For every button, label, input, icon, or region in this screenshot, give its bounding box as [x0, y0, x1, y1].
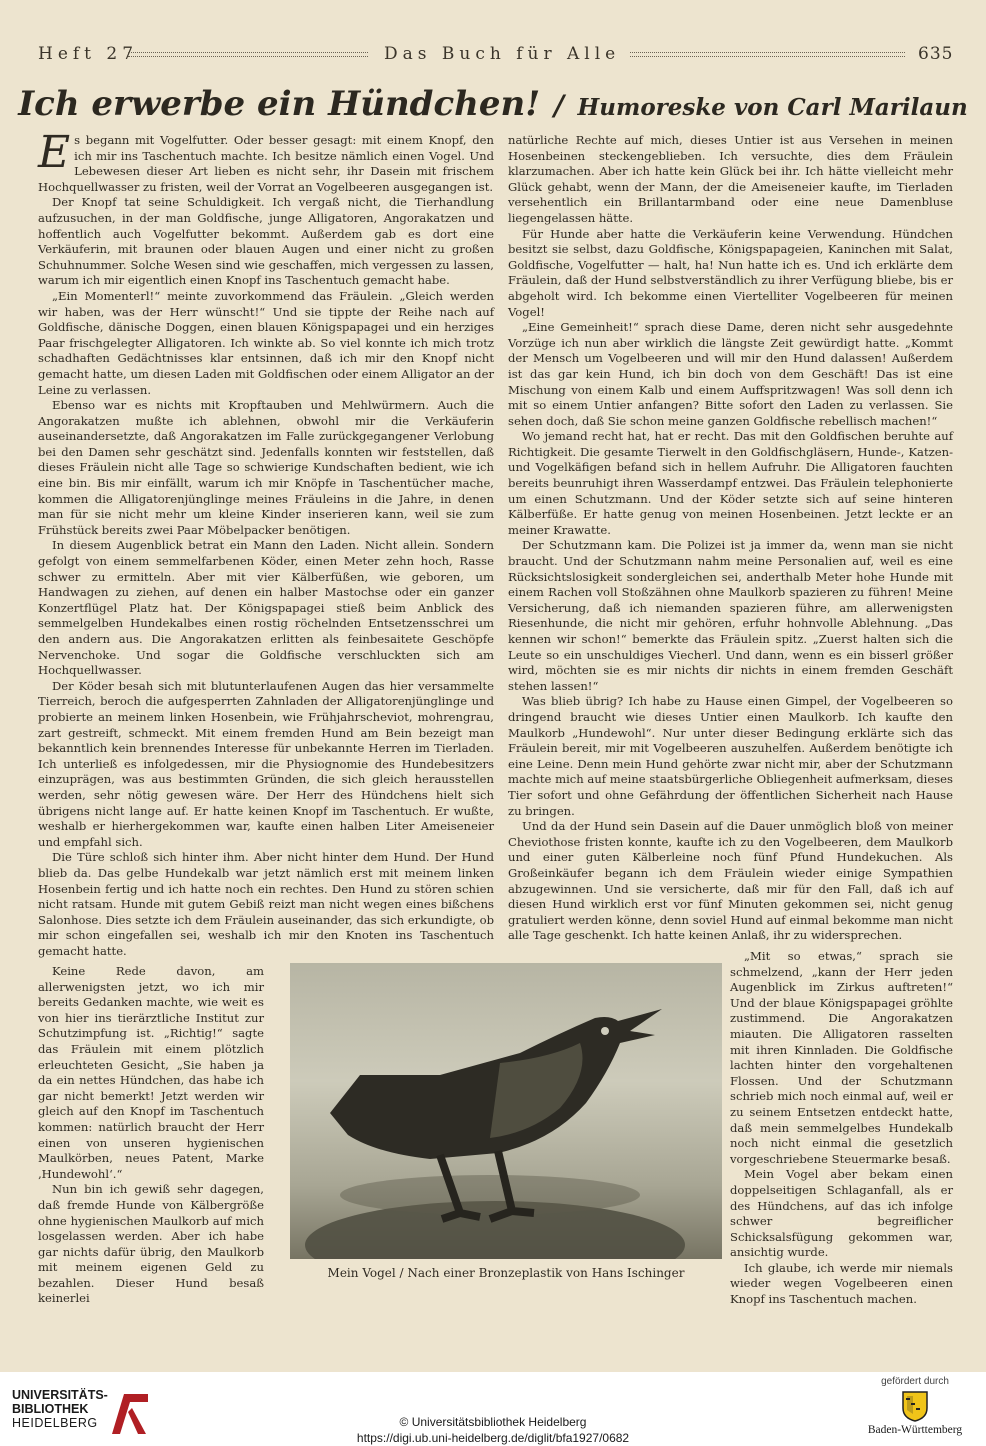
paragraph: Wo jemand recht hat, hat er recht. Das mit den Goldfischen beruhte auf Richtigkeit. Die gesamte Tierwelt in den Goldfischgläsern, Hunde-, Katzen- und Vogelkäfigen befand sich in hellem Aufruhr. Die Alligatoren fauchten bereits beunruhigt ihren Wasserdampf entzwei. Das Fräulein telephonierte um einen Schutzmann. Und der Köder setzte sich auf seine hinteren Kälberfüße. Er hatte genug von meinen Hosenbeinen. Jetzt leckte er an meiner Krawatte.	[508, 429, 953, 537]
paragraph: Mein Vogel aber bekam einen doppelseitigen Schlaganfall, als er des Hündchens, auf das ich infolge schwer begreiflicher Schicksalsfügung gekommen war, ansichtig wurde.	[730, 1167, 953, 1260]
paragraph: Der Schutzmann kam. Die Polizei ist ja immer da, wenn man sie nicht braucht. Und der Schutzmann nahm meine Personalien auf, weil es eine Rücksichtslosigkeit sondergleichen sei, anderthalb Meter hohe Hunde mit einem Rachen voll Stoßzähnen ohne Maulkorb spazieren zu führen! Meine Versicherung, daß ich niemanden spazieren führe, am allerwenigsten Riesenhunde, die nicht mir gehören, erfuhr hohnvolle Ablehnung. „Das kennen wir schon!“ bemerkte das Fräulein spitz. „Zuerst halten sich die Leute so ein unschuldiges Viecherl. Und dann, wenn es ein bisserl größer wird, möchten sie es mir nichts dir nichts in einem fremden Geschäft stehen lassen!“	[508, 538, 953, 693]
text-column-3	[38, 964, 264, 1307]
state-coat-of-arms-icon	[901, 1390, 929, 1422]
paragraph: Es begann mit Vogelfutter. Oder besser gesagt: mit einem Knopf, den ich mir ins Taschentuch machte. Ich besitze nämlich einen Vogel. Und Lebewesen dieser Art lieben es nicht sehr, ihr Dasein mit frischem Hochquellwasser zu fristen, weil der Vorrat an Vogelbeeren ausgegangen ist.	[38, 127, 494, 194]
page-number: 635	[918, 44, 954, 64]
text-column-2	[508, 133, 953, 944]
paragraph: Ich glaube, ich werde mir niemals wieder wegen Vogelbeeren einen Knopf ins Taschentuch machen.	[730, 1260, 953, 1307]
paragraph: Für Hunde aber hatte die Verkäuferin keine Verwendung. Hündchen besitzt sie selbst, dazu Goldfische, Königspapageien, Kaninchen mit Salat, Goldfische, Vogelfutter — halt, ha! Nun hatte ich es. Und ich erklärte dem Fräulein, daß der Hund selbstverständlich zu ihrer Verfügung bliebe, bis er abgeholt wird. Ich bekomme einen Viertelliter Vogelbeeren für meinen Vogel!	[508, 226, 953, 319]
library-name-line1: UNIVERSITÄTS-	[12, 1388, 108, 1402]
paragraph: Die Türe schloß sich hinter ihm. Aber nicht hinter dem Hund. Der Hund blieb da. Das gelbe Hundekalb war jetzt nämlich erst mit meinem linken Hosenbein fertig und ich hatte noch ein rechtes. Den Hund zu stören schien nicht ratsam. Hunde mit gutem Gebiß reizt man nicht wegen eines bißchens Salonhose. Dies setzte ich dem Fräulein auseinander, das sich erkundigte, ob mir schon eingefallen sei, weshalb ich mir den Knoten ins Taschentuch gemacht hatte.	[38, 850, 494, 958]
paragraph: Und da der Hund sein Dasein auf die Dauer unmöglich bloß von meiner Cheviothose fristen konnte, kaufte ich zu den Vogelbeeren, dem Maulkorb und einer guten Kälberleine noch fünf Pfund Hundekuchen. Als Großeinkäufer begann ich dem Fräulein wieder einige Sympathien abzugewinnen. Und sie versicherte, daß mir für den Fall, daß ich auf diesen Hund wirklich erst vor fünf Minuten gekommen sei, nicht genug gratuliert werden könne, denn soviel Hund auf einmal bekomme man nicht alle Tage geschenkt. Ich hatte keinen Anlaß, ihr zu widersprechen.	[508, 819, 953, 943]
copyright-text: © Universitätsbibliothek Heidelberg	[399, 1415, 587, 1429]
paragraph: Was blieb übrig? Ich habe zu Hause einen Gimpel, der Vogelbeeren so dringend braucht wie dieses Untier einen Maulkorb. Ich kaufte den Maulkorb „Hundewohl“. Nur unter dieser Bedingung erklärte sich das Fräulein bereit, mir mit Vogelbeeren auszuhelfen. Außerdem benötigte ich eine Leine. Denn mein Hund gehörte zwar nicht mir, aber der Schutzmann machte mich auf meine staatsbürgerliche Obliegenheit aufmerksam, dieses Tier sofort und ohne Gefährdung der öffentlichen Sicherheit nach Hause zu bringen.	[508, 694, 953, 818]
title-main: Ich erwerbe ein Hündchen!	[18, 84, 541, 124]
paragraph: natürliche Rechte auf mich, dieses Untier ist aus Versehen in meinen Hosenbeinen steckengeblieben. Ich versuchte, dies dem Fräulein klarzumachen. Aber ich hatte kein Glück bei ihr. Ich hätte vielleicht mehr Glück gehabt, wenn der Mann, der die Ameiseneier kaufte, im Tierladen versehentlich ein Brillantarmband oder eine neue Damenbluse liegengelassen hätte.	[508, 133, 953, 225]
footer	[0, 1414, 986, 1446]
text-column-1	[38, 127, 494, 959]
library-name-line3: HEIDELBERG	[12, 1416, 98, 1430]
sponsor-label: gefördert durch	[881, 1376, 949, 1387]
paragraph: Der Köder besah sich mit blutunterlaufenen Augen das hier versammelte Tierreich, beroch die aufgesperrten Zahnladen der Alligatorenjünglinge und probierte an meinem linken Hosenbein, wie Frühjahrscheviot, mohrengrau, zart gestreift, schmeckt. Mit einem fremden Hund am Bein bezeigt man bekanntlich kein brennendes Interesse für unbekannte Herren im Tierladen. Ich unterließ es infolgedessen, mir die Physiognomie des Hundebesitzers einzuprägen, was aus bestimmten Gründen, die sich gleich herausstellen werden, sehr nötig gewesen wäre. Der Herr des Hündchens hielt sich übrigens nicht lange auf. Er hatte keinen Knopf im Taschentuch. Er wußte, weshalb er hierhergekommen war, kaufte einen halben Liter Ameiseneier und empfahl sich.	[38, 678, 494, 849]
library-name-line2: BIBLIOTHEK	[12, 1402, 89, 1416]
paragraph: „Ein Momenterl!“ meinte zuvorkommend das Fräulein. „Gleich werden wir haben, was der Herr wünscht!“ Und sie tippte der Reihe nach auf Goldfische, dänische Doggen, einen blauen Königspapagei und ein herziges Paar frischgelegter Alligatoren. Ich winkte ab. So viel konnte ich mich trotz schadhaften Gedächtnisses klar entsinnen, daß ich mir den Knopf nicht gemacht hatte, um diesen Laden mit Goldfischen oder einem Alligator an der Leine zu verlassen.	[38, 288, 494, 397]
running-head-center: Das Buch für Alle	[384, 44, 621, 64]
paragraph: Nun bin ich gewiß sehr dagegen, daß fremde Hunde von Kälbergröße ohne hygienischen Maulkorb auf mich losgelassen werden. Aber ich habe gar nichts dafür übrig, den Maulkorb mit meinem eigenen Geld zu bezahlen. Dieser Hund besaß keinerlei	[38, 1182, 264, 1306]
bird-shadow	[340, 1175, 640, 1215]
text-column-4	[730, 949, 953, 1308]
source-url-link[interactable]: https://digi.ub.uni-heidelberg.de/diglit/bfa1927/0682	[356, 1431, 630, 1445]
header-dotted-rule-right	[630, 52, 905, 57]
bronze-bird-photo	[290, 963, 722, 1259]
paragraph: Ebenso war es nichts mit Kropftauben und Mehlwürmern. Auch die Angorakatzen mußte ich ablehnen, obwohl mir die Verkäuferin auseinandersetzte, daß Angorakatzen im Falle zurückgegangener Verlobung bei den Damen sehr geschätzt sind. Jedenfalls konnten wir feststellen, daß dieses Fräulein nicht alle Tage so schwierige Kundschaften bedient, wie ich eine bin. Bis mir einfällt, warum ich mir Knöpfe in Taschentücher mache, kommen die Alligatorenjünglinge meines Fräuleins in die Jahre, in denen man für sie nicht mehr um kleine Kinder inserieren kann, weil sie zum Frühstück bereits zwei Paar Möbelpacker benötigen.	[38, 398, 494, 537]
paragraph: In diesem Augenblick betrat ein Mann den Laden. Nicht allein. Sondern gefolgt von einem semmelfarbenen Köder, einen Meter zehn hoch, Rasse schwer zu ermitteln. Aber mit vier Kälberfüßen, wie geboren, um Handwagen zu ziehen, auf denen ein halber Mastochse oder ein ganzer Konzertflügel Platz hat. Der Königspapagei stieß beim Anblick des semmelgelben Hundekalbes einen rostig röchelnden Entsetzensschrei um den andern aus. Die Angorakatzen erlitten als feinbesaitete Geschöpfe Nervenchoke. Und sogar die Goldfische verschluckten sich am Hochquellwasser.	[38, 538, 494, 678]
bird-sculpture-illustration	[290, 963, 722, 1259]
bird-eye	[601, 1027, 609, 1035]
header-dotted-rule-left	[128, 52, 368, 57]
article-title	[0, 84, 986, 124]
paragraph: Der Knopf tat seine Schuldigkeit. Ich vergaß nicht, die Tierhandlung aufzusuchen, in der man Goldfische, junge Alligatoren, Angorakatzen und hoffentlich auch Vogelfutter bekommt. Außerdem gab es dort eine Verkäuferin, mit braunen oder blauen Augen und einer nicht zu großen Schuhnummer. Solche Wesen sind wie geschaffen, mich vergessen zu lassen, warum ich mir eigentlich einen Knopf ins Taschentuch gemacht habe.	[38, 195, 494, 288]
drop-cap: E	[38, 127, 71, 178]
paragraph: „Mit so etwas,“ sprach sie schmelzend, „kann der Herr jeden Augenblick im Zirkus auftreten!“ Und der blaue Königspapagei gröhlte zustimmend. Die Angorakatzen miauten. Die Alligatoren rasselten mit ihren Kinnladen. Die Goldfische lachten hinter den vorgehaltenen Flossen. Und der Schutzmann schrieb mich noch einmal auf, weil er zu seinem Entsetzen entdeckt hatte, daß mein semmelgelbes Hundekalb noch nicht einmal die gesetzlich vorgeschriebene Steuermarke besaß.	[730, 949, 953, 1166]
figure-caption: Mein Vogel / Nach einer Bronzeplastik von Hans Ischinger	[327, 1266, 685, 1280]
paragraph: „Eine Gemeinheit!“ sprach diese Dame, deren nicht sehr ausgedehnte Vorzüge ich nun aber wirklich die längste Zeit gewürdigt hatte. „Kommt der Mensch um Vogelbeeren und will mir den Hund dalassen! Außerdem ist das gar kein Hund, ich bin doch von dem Geschäft! Das ist eine Mischung von einem Kalb und einem Auffspritzwagen! Was soll denn ich mit so einem Untier anfangen? Bitte sofort den Laden zu verlassen. Sie sehen doch, daß Sie schon meine ganzen Goldfische rebellisch machen!“	[508, 320, 953, 428]
title-separator: /	[553, 89, 564, 122]
sponsor-name: Baden-Württemberg	[867, 1424, 963, 1436]
paragraph: Keine Rede davon, am allerwenigsten jetzt, wo ich mir bereits Gedanken machte, wie weit es von hier ins tierärztliche Institut zur Schutzimpfung ist. „Richtig!“ sagte das Fräulein mit einem plötzlich erleuchteten Gesicht, „Sie haben ja da ein nettes Hündchen, das habe ich gar nicht bemerkt! Jetzt werden wir gleich auf den Knopf im Taschentuch kommen: natürlich braucht der Herr einen von unseren hygienischen Maulkörben, neues Patent, Marke ‚Hundewohl‘.“	[38, 964, 264, 1181]
running-head-left: Heft 27	[38, 44, 139, 64]
sponsor-logo[interactable]	[856, 1376, 974, 1442]
title-subtitle: Humoreske von Carl Marilaun	[577, 94, 968, 121]
